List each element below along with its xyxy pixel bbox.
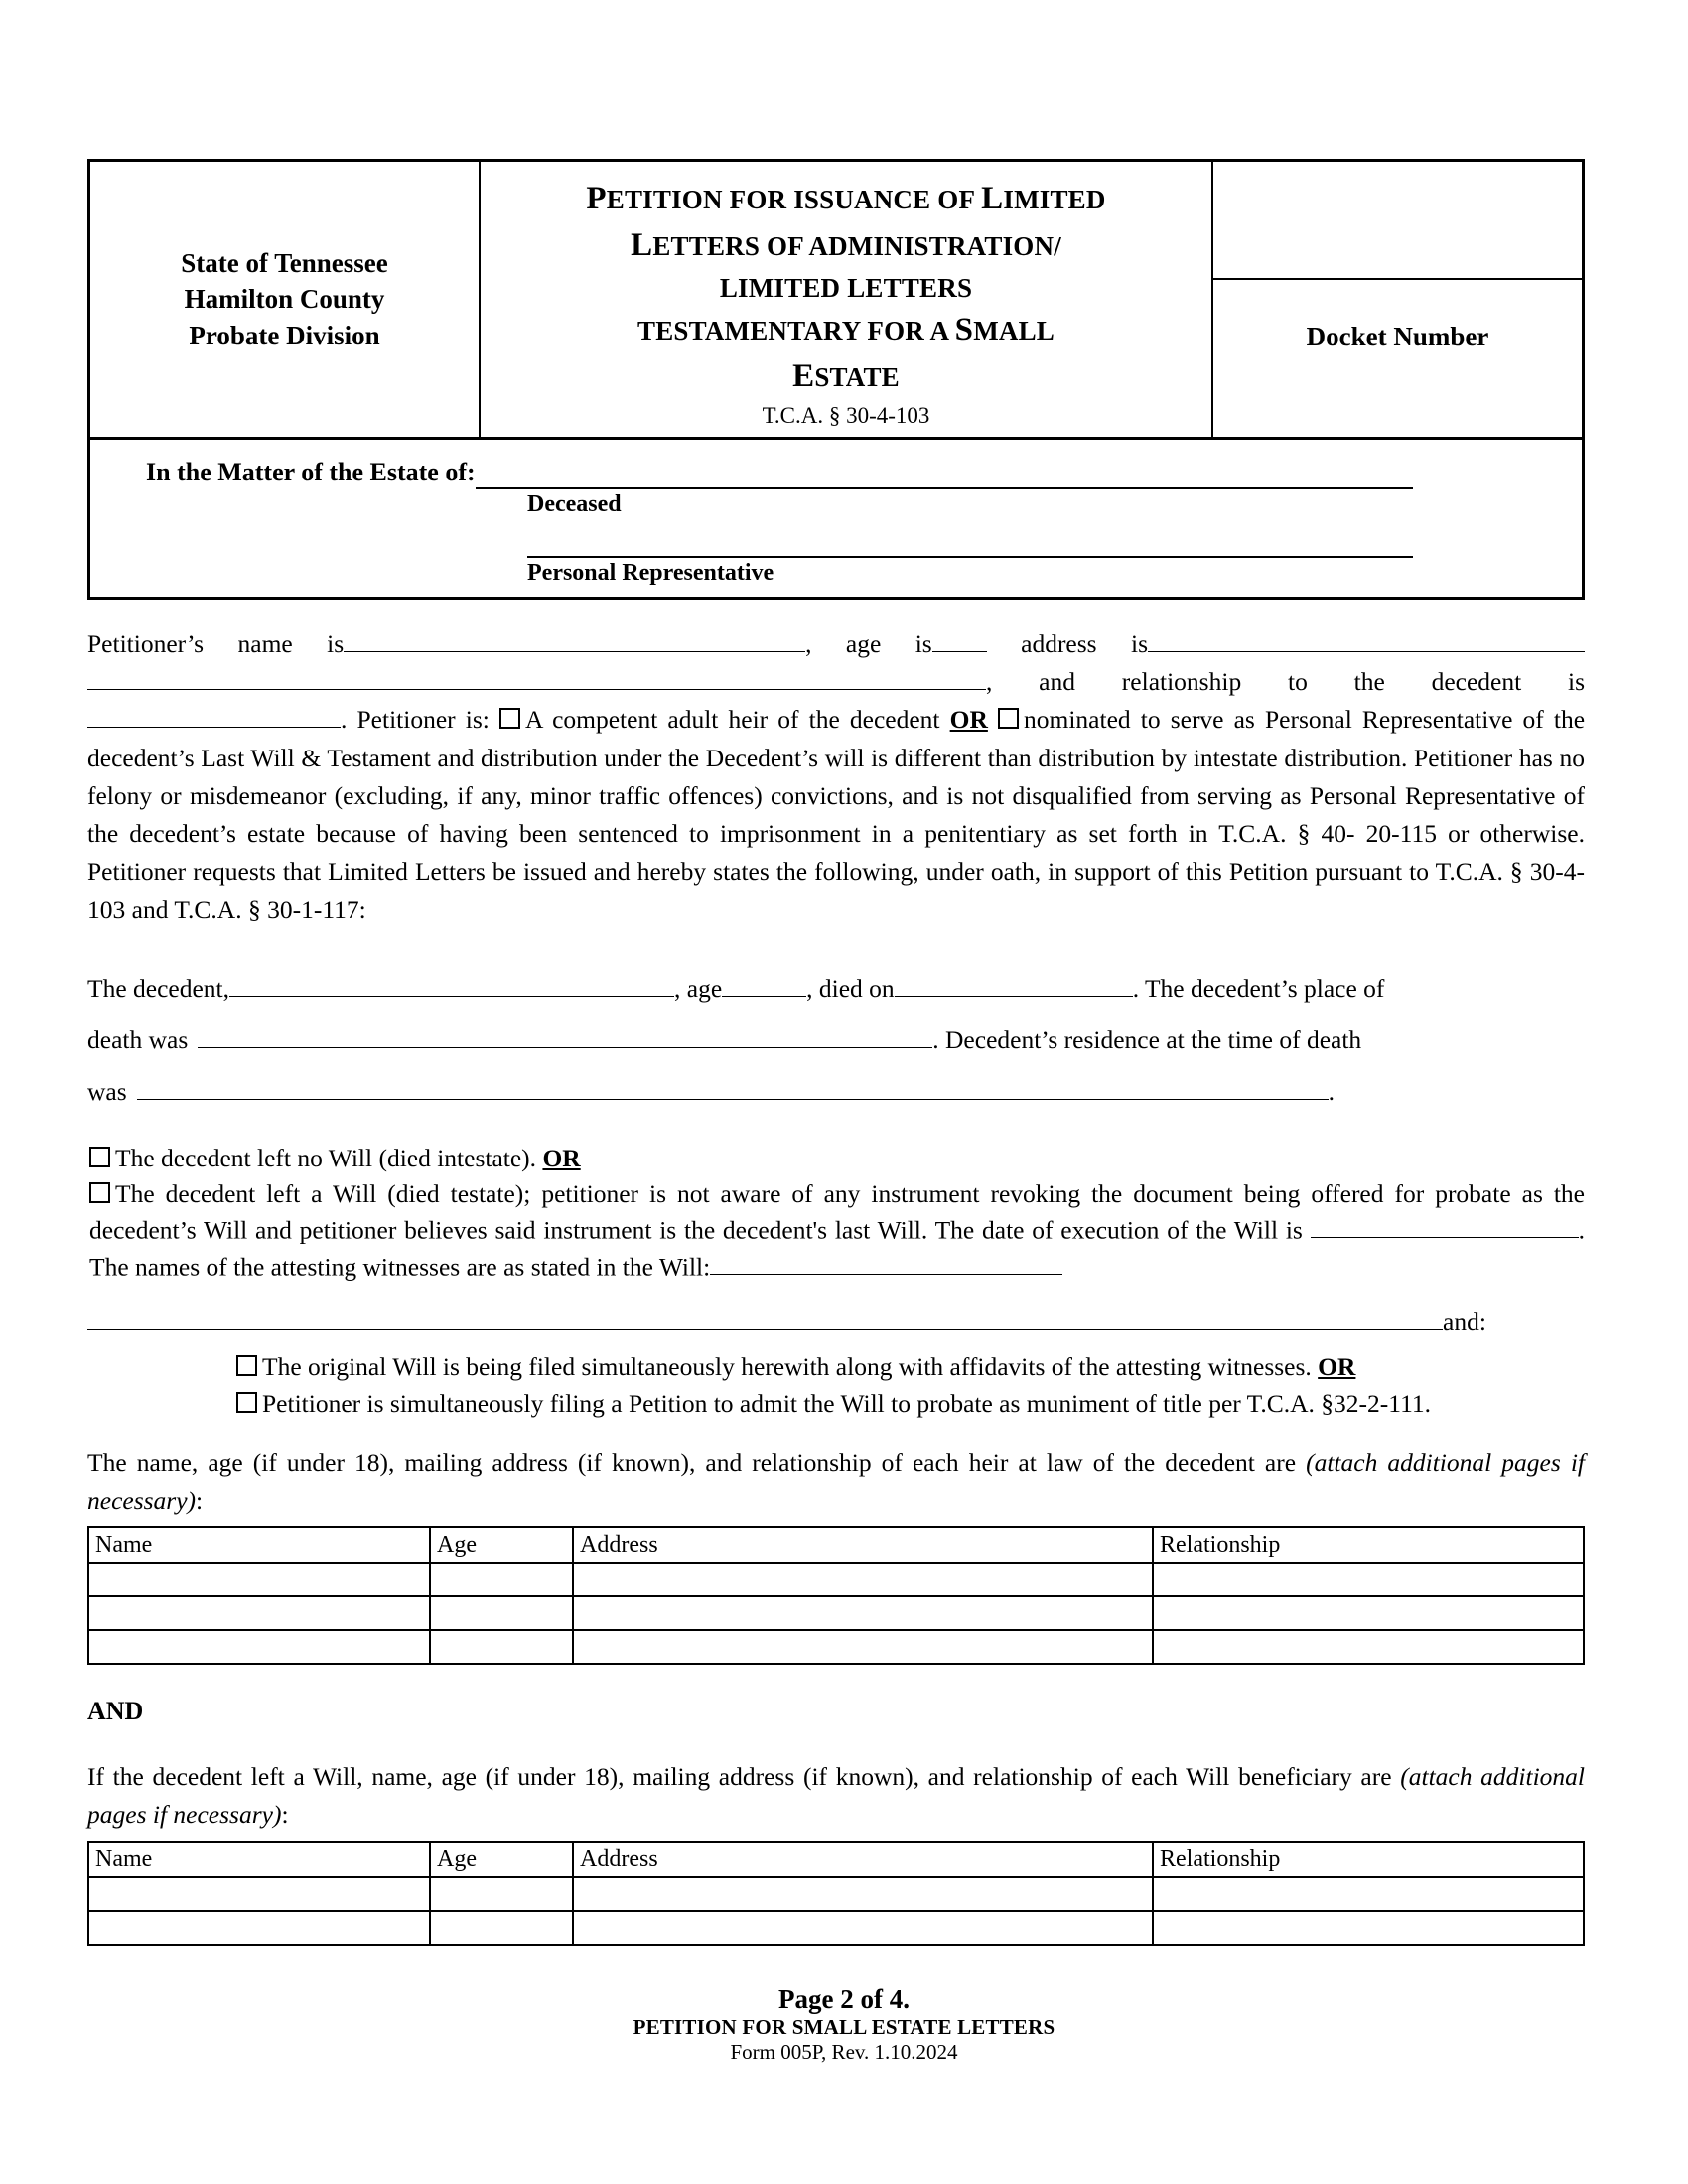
bene-cell-name[interactable] <box>88 1877 430 1911</box>
heirs-cell-age[interactable] <box>430 1630 573 1664</box>
place-of-death-field[interactable] <box>198 1023 932 1049</box>
footer-form-title: PETITION FOR SMALL ESTATE LETTERS <box>633 2015 1055 2039</box>
county-line: Hamilton County <box>184 284 385 315</box>
left-will-text: The decedent left a Will (died testate); petitioner is not aware of any instrument revoking the document being offered for probate as the decedent’s Will and petitioner believes said instrument is the decedent's last Will. The date of execution of the Will is <box>89 1178 1585 1245</box>
or-conjunction-3: OR <box>1318 1351 1356 1381</box>
bene-col-relationship: Relationship <box>1153 1842 1584 1877</box>
heirs-col-address: Address <box>573 1527 1153 1563</box>
bene-cell-relationship[interactable] <box>1153 1911 1584 1945</box>
residence-field[interactable] <box>137 1074 1329 1101</box>
table-row[interactable] <box>88 1911 1584 1945</box>
heirs-intro <box>87 1444 1585 1521</box>
title-line-4: TESTAMENTARY FOR A SMALL <box>636 312 1055 348</box>
decedent-line-2 <box>87 1015 1585 1066</box>
docket-cell <box>1212 161 1584 439</box>
petitioner-paragraph <box>87 625 1585 929</box>
muniment-of-title-label: Petitioner is simultaneously filing a Petition to admit the Will to probate as muniment of title per T.C.A. §32-2-111. <box>262 1388 1432 1418</box>
heirs-col-age: Age <box>430 1527 573 1563</box>
form-header-table <box>87 159 1585 440</box>
footer-form-id: Form 005P, Rev. 1.10.2024 <box>730 2040 958 2064</box>
heirs-cell-address[interactable] <box>573 1630 1153 1664</box>
bene-col-name: Name <box>88 1842 430 1877</box>
date-of-death-field[interactable] <box>895 970 1133 997</box>
heirs-intro-tail: : <box>196 1485 204 1515</box>
title-line-2: LETTERS OF ADMINISTRATION/ <box>631 226 1061 263</box>
checkbox-nominated-personal-rep[interactable] <box>998 708 1019 729</box>
heirs-cell-relationship[interactable] <box>1153 1596 1584 1630</box>
checkbox-muniment-of-title[interactable] <box>236 1392 257 1413</box>
heirs-cell-age[interactable] <box>430 1563 573 1596</box>
petitioner-is-label: . Petitioner is: <box>341 705 490 735</box>
beneficiaries-intro <box>87 1758 1585 1835</box>
nominated-personal-rep-text: nominated to serve as Personal Representative of the decedent’s Last Will & Testament and distribution under the Decedent’s will is different than distribution by intestate distribution. Petitioner has no felony or misdemeanor (excluding, if any, minor traffic offences) convictions, and is not disqualified from serving as Personal Representative of the decedent’s estate because of having been sentenced to imprisonment in a penitentiary as set forth in T.C.A. § 40- 20-115 or otherwise. Petitioner requests that Limited Letters be issued and hereby states the following, under oath, in support of this Petition pursuant to T.C.A. § 30-4-103 and T.C.A. § 30-1-117: <box>87 705 1586 924</box>
state-line: State of Tennessee <box>181 247 388 278</box>
bene-cell-address[interactable] <box>573 1911 1153 1945</box>
relationship-label: , and relationship to the decedent is <box>986 667 1585 697</box>
attesting-witnesses-field-2[interactable] <box>87 1304 1443 1331</box>
residence-label: . Decedent’s residence at the time of death <box>932 1025 1362 1055</box>
heirs-cell-address[interactable] <box>573 1596 1153 1630</box>
estate-of-label: In the Matter of the Estate of: <box>146 457 476 486</box>
died-on-label: , died on <box>806 973 895 1003</box>
bene-cell-name[interactable] <box>88 1911 430 1945</box>
heirs-cell-age[interactable] <box>430 1596 573 1630</box>
table-header-row <box>88 1527 1584 1563</box>
table-row[interactable] <box>88 1630 1584 1664</box>
table-row[interactable] <box>88 1596 1584 1630</box>
form-body <box>87 600 1585 1946</box>
table-row[interactable] <box>88 1877 1584 1911</box>
and-tail-label: and: <box>1443 1307 1486 1337</box>
witnesses-continuation-line <box>87 1297 1585 1348</box>
heirs-cell-name[interactable] <box>88 1630 430 1664</box>
statute-citation: T.C.A. § 30-4-103 <box>762 402 930 428</box>
will-option-intestate[interactable] <box>87 1141 1585 1176</box>
heirs-cell-relationship[interactable] <box>1153 1630 1584 1664</box>
docket-label: Docket Number <box>1306 321 1489 351</box>
personal-representative-label: Personal Representative <box>527 559 774 586</box>
heirs-col-name: Name <box>88 1527 430 1563</box>
heirs-cell-name[interactable] <box>88 1596 430 1630</box>
original-will-filed-label: The original Will is being filed simultaneously herewith along with affidavits of the attesting witnesses. <box>262 1351 1312 1381</box>
form-sheet <box>87 159 1585 1946</box>
attesting-witnesses-field[interactable] <box>710 1249 1062 1276</box>
petitioner-name-field[interactable] <box>344 625 805 652</box>
beneficiaries-intro-italic: (attach additional pages if necessary) <box>87 1762 1585 1830</box>
beneficiaries-table <box>87 1841 1585 1946</box>
page-number: Page 2 of 4. <box>778 1984 910 2014</box>
petitioner-address-field[interactable] <box>1148 625 1585 652</box>
attesting-witnesses-label: . The names of the attesting witnesses are as stated in the Will: <box>89 1215 1585 1282</box>
or-conjunction-2: OR <box>542 1143 581 1172</box>
decedent-line-1 <box>87 963 1585 1015</box>
deceased-name-field[interactable] <box>476 460 1413 489</box>
estate-of-box <box>87 440 1585 600</box>
relationship-field[interactable] <box>87 702 341 729</box>
bene-col-address: Address <box>573 1842 1153 1877</box>
page-footer <box>0 1984 1688 2065</box>
or-conjunction-1: OR <box>949 705 988 735</box>
heirs-intro-italic: (attach additional pages if necessary) <box>87 1447 1585 1515</box>
will-execution-date-field[interactable] <box>1311 1212 1579 1239</box>
will-option-testate[interactable] <box>87 1176 1585 1286</box>
decedent-name-field[interactable] <box>229 970 674 997</box>
heirs-col-relationship: Relationship <box>1153 1527 1584 1563</box>
heirs-intro-text: The name, age (if under 18), mailing address (if known), and relationship of each heir at law of the decedent are <box>87 1447 1297 1477</box>
bene-col-age: Age <box>430 1842 573 1877</box>
petitioner-address-field-2[interactable] <box>87 664 986 691</box>
period-1: . <box>1328 1077 1336 1107</box>
header-row <box>89 161 1584 439</box>
place-of-death-label: . The decedent’s place of <box>1132 973 1385 1003</box>
deceased-label: Deceased <box>527 490 622 517</box>
decedent-age-field[interactable] <box>722 970 806 997</box>
checkbox-left-will[interactable] <box>89 1182 110 1203</box>
title-line-5: ESTATE <box>792 357 900 394</box>
was-label: was <box>87 1077 127 1107</box>
heirs-cell-name[interactable] <box>88 1563 430 1596</box>
beneficiaries-intro-text: If the decedent left a Will, name, age (if under 18), mailing address (if known), and relationship of each Will beneficiary are <box>87 1762 1392 1792</box>
bene-cell-age[interactable] <box>430 1877 573 1911</box>
decedent-label: The decedent, <box>87 973 230 1003</box>
bene-cell-address[interactable] <box>573 1877 1153 1911</box>
estate-of-row <box>90 458 1582 489</box>
will-filing-option-muniment[interactable] <box>87 1386 1585 1423</box>
and-separator: AND <box>87 1697 144 1726</box>
petitioner-address-label: address is <box>1021 628 1149 658</box>
personal-representative-field[interactable] <box>527 530 1413 558</box>
petitioner-age-field[interactable] <box>932 625 987 652</box>
checkbox-no-will[interactable] <box>89 1147 110 1167</box>
docket-number-field[interactable] <box>1213 240 1582 280</box>
title-line-3: LIMITED LETTERS <box>719 272 973 303</box>
court-identity-cell <box>89 161 481 439</box>
table-header-row <box>88 1842 1584 1877</box>
form-title-cell <box>480 161 1212 439</box>
death-was-label: death was <box>87 1025 189 1055</box>
petitioner-age-label: , age is <box>805 628 932 658</box>
division-line: Probate Division <box>189 320 380 350</box>
bene-cell-age[interactable] <box>430 1911 573 1945</box>
will-filing-option-original[interactable] <box>87 1349 1585 1386</box>
heirs-table <box>87 1526 1585 1665</box>
beneficiaries-intro-tail: : <box>281 1800 289 1830</box>
checkbox-competent-adult-heir[interactable] <box>499 708 520 729</box>
no-will-label: The decedent left no Will (died intestate). <box>115 1143 537 1172</box>
bene-cell-relationship[interactable] <box>1153 1877 1584 1911</box>
title-line-1: PETITION FOR ISSUANCE OF LIMITED <box>586 181 1106 216</box>
table-row[interactable] <box>88 1563 1584 1596</box>
heirs-cell-relationship[interactable] <box>1153 1563 1584 1596</box>
decedent-age-label: , age <box>674 973 723 1003</box>
decedent-line-3 <box>87 1066 1585 1118</box>
heirs-cell-address[interactable] <box>573 1563 1153 1596</box>
competent-adult-heir-label: A competent adult heir of the decedent <box>524 705 940 735</box>
checkbox-original-will-filed[interactable] <box>236 1355 257 1376</box>
petitioner-name-label: Petitioner’s name is <box>87 628 345 658</box>
